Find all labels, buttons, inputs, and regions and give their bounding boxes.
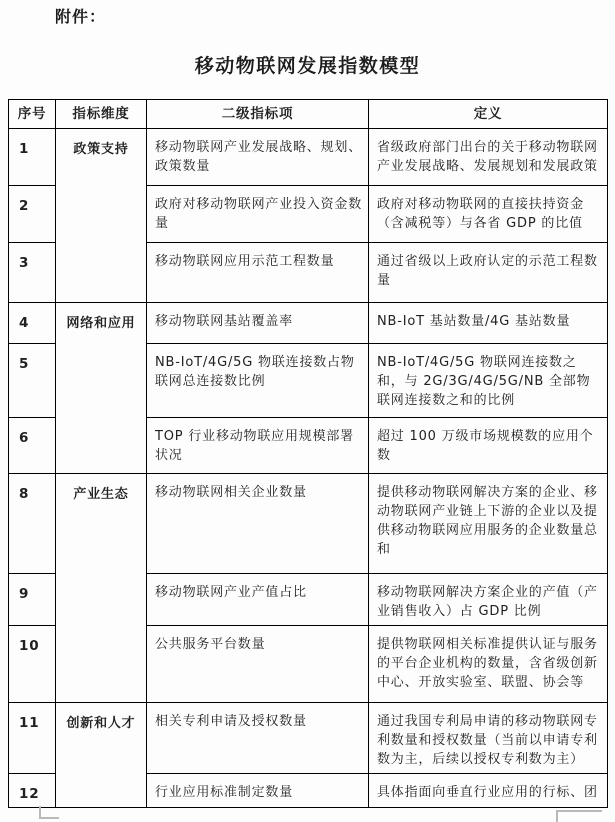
row-number-cell: 10 <box>9 626 56 703</box>
table-row <box>9 129 608 186</box>
indicator-cell: 移动物联网应用示范工程数量 <box>147 243 369 303</box>
index-model-table <box>8 99 608 808</box>
row-number-cell: 12 <box>9 774 56 808</box>
row-number-cell: 9 <box>9 574 56 626</box>
table-header <box>9 100 608 129</box>
definition-cell: 提供移动物联网解决方案的企业、移动物联网产业链上下游的企业以及提供移动物联网应用服务的企业数量总和 <box>369 474 608 574</box>
header-cell-indicator: 二级指标项 <box>147 100 369 129</box>
page-title: 移动物联网发展指数模型 <box>194 55 421 77</box>
header-cell-dimension: 指标维度 <box>56 100 147 129</box>
definition-cell: 超过 100 万级市场规模数的应用个数 <box>369 418 608 474</box>
row-number-cell: 4 <box>9 303 56 344</box>
indicator-cell: 移动物联网基站覆盖率 <box>147 303 369 344</box>
table-header-row <box>9 100 608 129</box>
definition-cell: 省级政府部门出台的关于移动物联网产业发展战略、发展规划和发展政策 <box>369 129 608 186</box>
definition-cell: 政府对移动物联网的直接扶持资金（含减税等）与各省 GDP 的比值 <box>369 186 608 243</box>
attachment-label: 附件： <box>55 7 107 26</box>
definition-cell: 提供物联网相关标准提供认证与服务的平台企业机构的数量，含省级创新中心、开放实验室、联盟、协会等 <box>369 626 608 703</box>
dimension-cell: 创新和人才 <box>56 703 147 808</box>
row-number-cell: 3 <box>9 243 56 303</box>
dimension-cell: 产业生态 <box>56 474 147 703</box>
table-row <box>9 303 608 344</box>
indicator-cell: 公共服务平台数量 <box>147 626 369 703</box>
indicator-cell: NB-IoT/4G/5G 物联连接数占物联网总连接数比例 <box>147 344 369 418</box>
row-number-cell: 8 <box>9 474 56 574</box>
table-body <box>9 129 608 808</box>
definition-cell: NB-IoT/4G/5G 物联网连接数之和，与 2G/3G/4G/5G/NB 全部物联网连接数之和的比例 <box>369 344 608 418</box>
definition-cell: 移动物联网解决方案企业的产值（产业销售收入）占 GDP 比例 <box>369 574 608 626</box>
table-row <box>9 703 608 774</box>
definition-cell: 具体指面向垂直行业应用的行标、团 <box>369 774 608 808</box>
table-row <box>9 474 608 574</box>
indicator-cell: 行业应用标准制定数量 <box>147 774 369 808</box>
dimension-cell: 政策支持 <box>56 129 147 303</box>
indicator-cell: TOP 行业移动物联应用规模部署状况 <box>147 418 369 474</box>
row-number-cell: 6 <box>9 418 56 474</box>
dimension-cell: 网络和应用 <box>56 303 147 474</box>
row-number-cell: 5 <box>9 344 56 418</box>
header-cell-num: 序号 <box>9 100 56 129</box>
indicator-cell: 移动物联网产业发展战略、规划、政策数量 <box>147 129 369 186</box>
indicator-cell: 相关专利申请及授权数量 <box>147 703 369 774</box>
indicator-cell: 移动物联网产业产值占比 <box>147 574 369 626</box>
row-number-cell: 1 <box>9 129 56 186</box>
definition-cell: 通过省级以上政府认定的示范工程数量 <box>369 243 608 303</box>
row-number-cell: 2 <box>9 186 56 243</box>
definition-cell: NB-IoT 基站数量/4G 基站数量 <box>369 303 608 344</box>
indicator-cell: 移动物联网相关企业数量 <box>147 474 369 574</box>
definition-cell: 通过我国专利局申请的移动物联网专利数量和授权数量（当前以申请专利数为主，后续以授权专利数为主） <box>369 703 608 774</box>
row-number-cell: 11 <box>9 703 56 774</box>
header-cell-definition: 定义 <box>369 100 608 129</box>
indicator-cell: 政府对移动物联网产业投入资金数量 <box>147 186 369 243</box>
next-page-artifact-right <box>556 810 602 822</box>
